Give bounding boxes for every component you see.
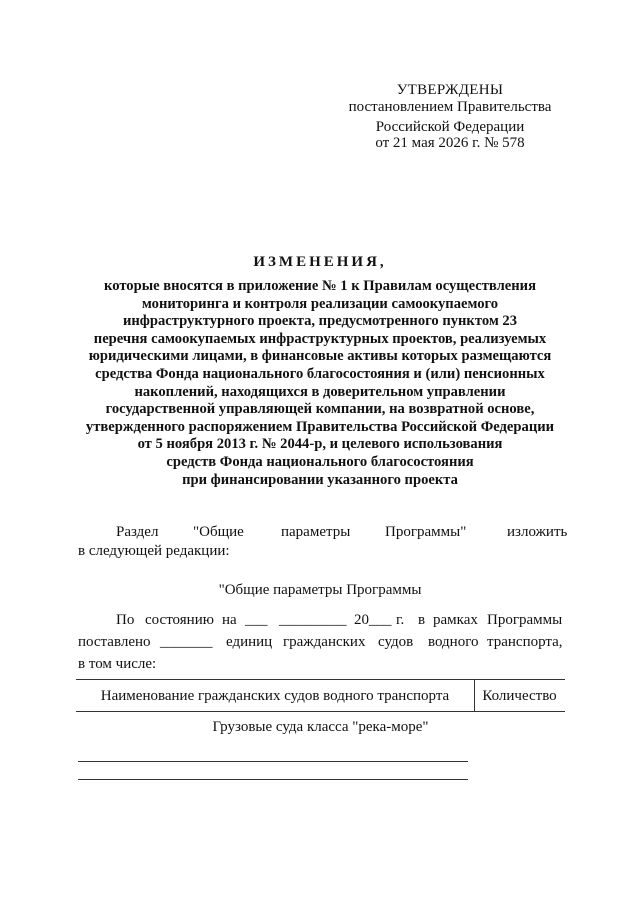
subtitle-line: утвержденного распоряжением Правительства Российской Федерации [85, 418, 555, 435]
blank-year: 20___ [354, 612, 392, 628]
instruction-word: "Общие [193, 524, 244, 540]
document-subtitle [60, 278, 580, 489]
subtitle-line: накоплений, находящихся в доверительном управлении [134, 383, 506, 400]
state-word: водного [428, 634, 479, 650]
approval-title: УТВЕРЖДЕНЫ [396, 82, 504, 98]
subtitle-line: от 5 ноября 2013 г. № 2044-р, и целевого использования [137, 436, 503, 453]
subtitle-line: инфраструктурного проекта, предусмотренного пунктом 23 [122, 313, 518, 330]
subtitle-line: которые вносятся в приложение № 1 к Правилам осуществления [104, 278, 536, 294]
state-word: г. [396, 612, 405, 628]
state-word: единиц [226, 634, 273, 650]
instruction-word: Программы" [385, 524, 467, 540]
table-header-bottom-border [76, 711, 565, 712]
approval-line-2: Российской Федерации [375, 119, 525, 135]
blank-month: _________ [279, 612, 347, 628]
approval-line-3: от 21 мая 2026 г. № 578 [375, 135, 525, 151]
table-header-name: Наименование гражданских судов водного транспорта [100, 688, 450, 704]
blank-entry-line [78, 761, 468, 762]
table-header-quantity: Количество [482, 688, 557, 704]
subtitle-line: средств Фонда национального благосостояния [166, 453, 474, 470]
instruction-word: параметры [281, 524, 351, 540]
instruction-line-2: в следующей редакции: [78, 543, 230, 559]
table-category-row: Грузовые суда класса "река-море" [212, 719, 429, 735]
approval-line-1: постановлением Правительства [348, 99, 552, 115]
blank-day: ___ [245, 612, 268, 628]
state-word: в [418, 612, 426, 628]
subtitle-line: юридическими лицами, в финансовые активы которых размещаются [88, 348, 552, 365]
table-top-border [76, 679, 565, 680]
state-line-3: в том числе: [78, 656, 157, 672]
blank-count: _______ [160, 634, 213, 650]
state-word: рамках [433, 612, 478, 628]
subtitle-line: средства Фонда национального благосостояния и (или) пенсионных [95, 365, 545, 382]
document-heading: ИЗМЕНЕНИЯ, [253, 254, 387, 270]
state-word: Программы [487, 612, 563, 628]
subtitle-line: государственной управляющей компании, на возвратной основе, [105, 401, 535, 418]
state-word: По [116, 612, 135, 628]
state-word: поставлено [78, 634, 151, 650]
subtitle-line: мониторинга и контроля реализации самоокупаемого [141, 295, 499, 312]
blank-entry-line [78, 779, 468, 780]
quoted-section-title: "Общие параметры Программы [218, 582, 422, 598]
state-line-2 [78, 634, 565, 654]
state-line-1 [78, 612, 565, 632]
state-word: транспорта, [487, 634, 563, 650]
subtitle-line: при финансировании указанного проекта [182, 471, 458, 488]
instruction-word: Раздел [116, 524, 159, 540]
subtitle-line: перечня самоокупаемых инфраструктурных проектов, реализуемых [93, 330, 547, 347]
state-word: судов [378, 634, 414, 650]
instruction-word: изложить [507, 524, 568, 540]
state-word: гражданских [283, 634, 366, 650]
state-word: на [222, 612, 237, 628]
state-word: состоянию [145, 612, 214, 628]
